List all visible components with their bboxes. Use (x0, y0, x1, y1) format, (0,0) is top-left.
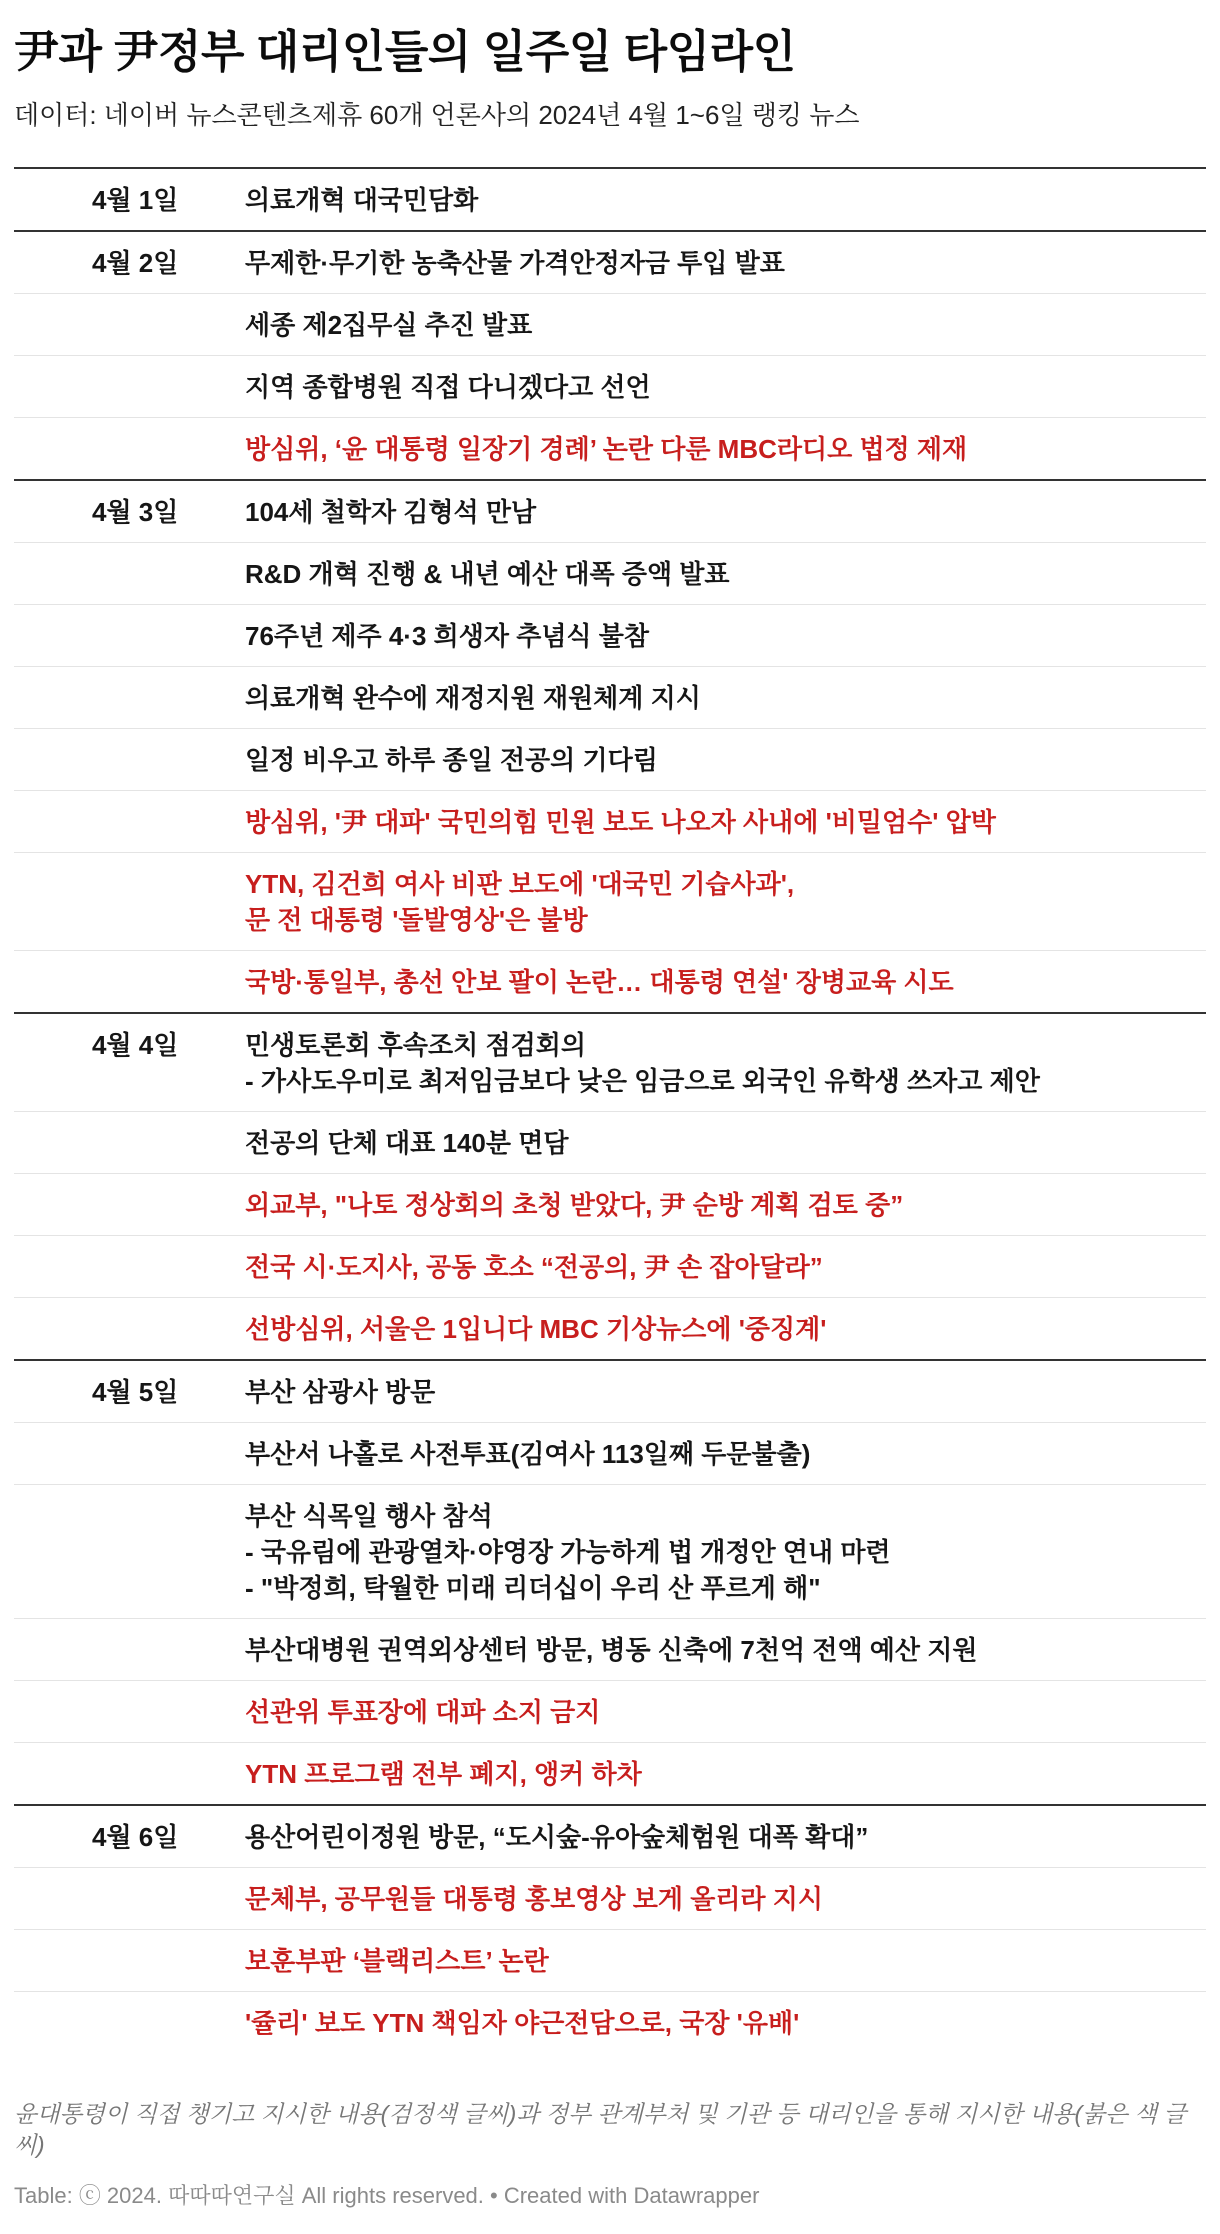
event-cell (245, 604, 1206, 666)
date-cell (14, 1484, 245, 1618)
event-cell (245, 728, 1206, 790)
table-row (14, 480, 1206, 543)
event-line: 부산대병원 권역외상센터 방문, 병동 신축에 7천억 전액 예산 지원 (245, 1634, 978, 1665)
event-line: 지역 종합병원 직접 다니겠다고 선언 (245, 371, 651, 402)
table-row (14, 1013, 1206, 1112)
event-line: - 가사도우미로 최저임금보다 낮은 임금으로 외국인 유학생 쓰자고 제안 (245, 1065, 1040, 1096)
datawrapper-credit-link[interactable]: Created with Datawrapper (503, 2182, 760, 2208)
date-cell (14, 1991, 245, 2053)
date-cell: 4월 3일 (14, 480, 245, 543)
event-line: R&D 개혁 진행 & 내년 예산 대폭 증액 발표 (245, 558, 730, 589)
date-cell (14, 355, 245, 417)
date-cell: 4월 6일 (14, 1805, 245, 1868)
event-cell (245, 1111, 1206, 1173)
table-row (14, 1297, 1206, 1360)
date-cell: 4월 1일 (14, 168, 245, 231)
event-cell (245, 1991, 1206, 2053)
event-line: 76주년 제주 4·3 희생자 추념식 불참 (245, 620, 650, 651)
date-cell (14, 1111, 245, 1173)
event-line: 의료개혁 대국민담화 (245, 184, 479, 215)
event-cell (245, 168, 1206, 231)
table-row (14, 666, 1206, 728)
table-row (14, 1618, 1206, 1680)
date-cell (14, 1929, 245, 1991)
event-line: YTN, 김건희 여사 비판 보도에 '대국민 기습사과', (245, 868, 795, 899)
event-cell (245, 293, 1206, 355)
table-row (14, 1991, 1206, 2053)
event-cell (245, 1297, 1206, 1360)
event-cell (245, 1618, 1206, 1680)
date-cell (14, 790, 245, 852)
event-line: - "박정희, 탁월한 미래 리더십이 우리 산 푸르게 해" (245, 1572, 821, 1603)
table-row (14, 231, 1206, 294)
event-line: 전국 시·도지사, 공동 호소 “전공의, 尹 손 잡아달라” (245, 1251, 823, 1282)
event-line: YTN 프로그램 전부 폐지, 앵커 하차 (245, 1758, 642, 1789)
event-line: 전공의 단체 대표 140분 면담 (245, 1127, 569, 1158)
table-row (14, 293, 1206, 355)
date-cell (14, 542, 245, 604)
attribution-text: Table: ⓒ 2024. 따따따연구실 All rights reserved. (14, 2182, 484, 2208)
date-cell (14, 1173, 245, 1235)
event-cell (245, 1805, 1206, 1868)
table-row (14, 728, 1206, 790)
table-row (14, 1484, 1206, 1618)
date-cell (14, 1297, 245, 1360)
table-row (14, 1867, 1206, 1929)
event-line: 용산어린이정원 방문, “도시숲-유아숲체험원 대폭 확대” (245, 1821, 869, 1852)
date-cell (14, 728, 245, 790)
event-line: - 국유림에 관광열차·야영장 가능하게 법 개정안 연내 마련 (245, 1536, 891, 1567)
event-cell (245, 1929, 1206, 1991)
event-line: 부산서 나홀로 사전투표(김여사 113일째 두문불출) (245, 1438, 811, 1469)
date-cell (14, 1742, 245, 1805)
timeline-table (14, 167, 1206, 2053)
event-cell (245, 790, 1206, 852)
event-cell (245, 1867, 1206, 1929)
event-line: 104세 철학자 김형석 만남 (245, 496, 537, 527)
event-cell (245, 231, 1206, 294)
attribution-separator: • (483, 2182, 504, 2208)
event-line: 의료개혁 완수에 재정지원 재원체계 지시 (245, 682, 701, 713)
event-line: 방심위, '尹 대파' 국민의힘 민원 보도 나오자 사내에 '비밀엄수' 압박 (245, 806, 996, 837)
event-cell (245, 1235, 1206, 1297)
date-cell (14, 666, 245, 728)
event-line: 외교부, "나토 정상회의 초청 받았다, 尹 순방 계획 검토 중” (245, 1189, 904, 1220)
table-row (14, 1805, 1206, 1868)
table-row (14, 168, 1206, 231)
table-row (14, 1742, 1206, 1805)
attribution (14, 2179, 1206, 2234)
table-row (14, 1360, 1206, 1423)
legend-note: 윤대통령이 직접 챙기고 지시한 내용(검정색 글씨)과 정부 관계부처 및 기관 등 대리인을 통해 지시한 내용(붉은 색 글씨) (14, 2100, 1187, 2159)
date-cell (14, 1235, 245, 1297)
event-cell (245, 417, 1206, 480)
date-cell (14, 1867, 245, 1929)
event-line: 선관위 투표장에 대파 소지 금지 (245, 1696, 601, 1727)
event-line: 일정 비우고 하루 종일 전공의 기다림 (245, 744, 658, 775)
date-cell (14, 1618, 245, 1680)
event-cell (245, 1360, 1206, 1423)
table-row (14, 950, 1206, 1013)
table-row (14, 355, 1206, 417)
date-cell: 4월 5일 (14, 1360, 245, 1423)
table-row (14, 1235, 1206, 1297)
event-cell (245, 480, 1206, 543)
event-cell (245, 1422, 1206, 1484)
event-line: 보훈부판 ‘블랙리스트’ 논란 (245, 1945, 549, 1976)
event-line: 민생토론회 후속조치 점검회의 (245, 1029, 586, 1060)
event-cell (245, 852, 1206, 950)
date-cell (14, 1422, 245, 1484)
event-cell (245, 1680, 1206, 1742)
table-row (14, 852, 1206, 950)
table-row (14, 604, 1206, 666)
date-cell (14, 293, 245, 355)
table-row (14, 790, 1206, 852)
event-line: 문 전 대통령 '돌발영상'은 불방 (245, 904, 588, 935)
page-container (0, 26, 1220, 2234)
event-line: 문체부, 공무원들 대통령 홍보영상 보게 올리라 지시 (245, 1883, 824, 1914)
table-row (14, 1680, 1206, 1742)
event-cell (245, 950, 1206, 1013)
table-row (14, 1422, 1206, 1484)
date-cell (14, 604, 245, 666)
event-line: 국방·통일부, 총선 안보 팔이 논란… 대통령 연설' 장병교육 시도 (245, 966, 954, 997)
table-row (14, 1111, 1206, 1173)
event-line: 세종 제2집무실 추진 발표 (245, 309, 533, 340)
timeline-table-body (14, 168, 1206, 2053)
event-cell (245, 542, 1206, 604)
event-line: 방심위, ‘윤 대통령 일장기 경례’ 논란 다룬 MBC라디오 법정 제재 (245, 433, 968, 464)
event-cell (245, 355, 1206, 417)
date-cell (14, 417, 245, 480)
event-cell (245, 666, 1206, 728)
date-cell (14, 852, 245, 950)
date-cell: 4월 4일 (14, 1013, 245, 1112)
event-cell (245, 1013, 1206, 1112)
table-row (14, 542, 1206, 604)
table-row (14, 417, 1206, 480)
event-line: 부산 식목일 행사 참석 (245, 1500, 493, 1531)
chart-title: 尹과 尹정부 대리인들의 일주일 타임라인 (14, 26, 796, 77)
date-cell: 4월 2일 (14, 231, 245, 294)
event-line: 부산 삼광사 방문 (245, 1376, 436, 1407)
event-cell (245, 1173, 1206, 1235)
event-cell (245, 1484, 1206, 1618)
date-cell (14, 950, 245, 1013)
event-line: 무제한·무기한 농축산물 가격안정자금 투입 발표 (245, 247, 785, 278)
event-cell (245, 1742, 1206, 1805)
date-cell (14, 1680, 245, 1742)
table-row (14, 1929, 1206, 1991)
table-row (14, 1173, 1206, 1235)
event-line: '쥴리' 보도 YTN 책임자 야근전담으로, 국장 '유배' (245, 2007, 800, 2038)
event-line: 선방심위, 서울은 1입니다 MBC 기상뉴스에 '중징계' (245, 1313, 827, 1344)
chart-subtitle: 데이터: 네이버 뉴스콘텐츠제휴 60개 언론사의 2024년 4월 1~6일 랭킹 뉴스 (14, 99, 860, 130)
